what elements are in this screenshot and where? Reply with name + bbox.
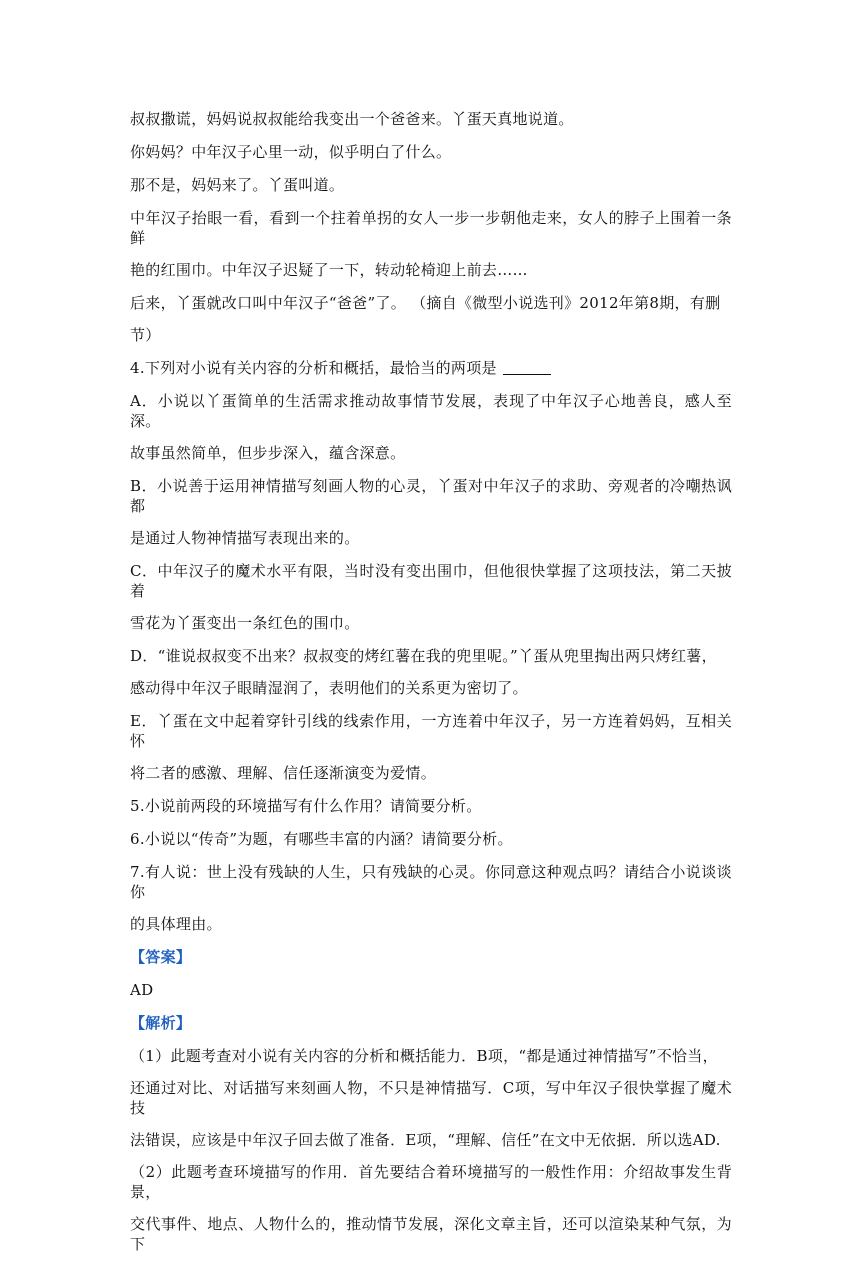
question-text: 6.小说以“传奇”为题，有哪些丰富的内涵？请简要分析。: [130, 830, 513, 848]
story-text: 后来，丫蛋就改口叫中年汉子“爸爸”了。 （摘自《微型小说选刊》2012年第8期，有删: [130, 294, 721, 312]
option-d: [130, 646, 732, 698]
answer-blank: [503, 360, 551, 375]
option-text: C．中年汉子的魔术水平有限，当时没有变出围巾，但他很快掌握了这项技法，第二天披着: [130, 562, 732, 600]
analysis-label: 【解析】: [130, 1014, 192, 1032]
analysis-text: （2）此题考查环境描写的作用．首先要结合着环境描写的一般性作用：介绍故事发生背景，: [130, 1163, 732, 1201]
option-c: [130, 561, 732, 633]
option-e: [130, 711, 732, 783]
story-paragraph-3: [130, 175, 732, 195]
answer-value: [130, 980, 732, 1000]
question-text: 7.有人说：世上没有残缺的人生，只有残缺的心灵。你同意这种观点吗？请结合小说谈谈你: [130, 863, 732, 901]
question-5: [130, 796, 732, 816]
option-text: 将二者的感激、理解、信任逐渐演变为爱情。: [130, 764, 437, 782]
option-b: [130, 476, 732, 548]
question-6: [130, 829, 732, 849]
answer-heading: [130, 947, 732, 967]
story-text: 叔叔撒谎，妈妈说叔叔能给我变出一个爸爸来。丫蛋天真地说道。: [130, 110, 574, 128]
option-text: 是通过人物神情描写表现出来的。: [130, 529, 360, 547]
story-text: 你妈妈？中年汉子心里一动，似乎明白了什么。: [130, 143, 452, 161]
option-text: B．小说善于运用神情描写刻画人物的心灵，丫蛋对中年汉子的求助、旁观者的冷嘲热讽都: [130, 477, 732, 515]
analysis-body: [130, 1046, 732, 1254]
analysis-text: 法错误，应该是中年汉子回去做了准备．E项，“理解、信任”在文中无依据．所以选AD.: [130, 1131, 721, 1149]
analysis-text: （1）此题考查对小说有关内容的分析和概括能力．B项，“都是通过神情描写”不恰当，: [130, 1047, 718, 1065]
question-4: [130, 358, 732, 378]
answer-label: 【答案】: [130, 948, 192, 966]
option-text: A．小说以丫蛋简单的生活需求推动故事情节发展，表现了中年汉子心地善良，感人至深。: [130, 392, 732, 430]
story-paragraph-5: [130, 293, 732, 345]
analysis-text: 交代事件、地点、人物什么的，推动情节发展，深化文章主旨，还可以渲染某种气氛，为下: [130, 1215, 732, 1253]
story-paragraph-2: [130, 142, 732, 162]
option-text: 感动得中年汉子眼睛湿润了，表明他们的关系更为密切了。: [130, 679, 528, 697]
analysis-text: 还通过对比、对话描写来刻画人物，不只是神情描写．C项，写中年汉子很快掌握了魔术技: [130, 1079, 732, 1117]
option-a: [130, 391, 732, 463]
story-text: 那不是，妈妈来了。丫蛋叫道。: [130, 176, 345, 194]
question-7: [130, 862, 732, 934]
analysis-heading: [130, 1013, 732, 1033]
story-text: 节）: [130, 326, 161, 344]
option-text: E．丫蛋在文中起着穿针引线的线索作用，一方连着中年汉子，另一方连着妈妈，互相关怀: [130, 712, 732, 750]
document-page: [130, 109, 732, 1267]
option-text: 故事虽然简单，但步步深入，蕴含深意。: [130, 444, 406, 462]
story-paragraph-1: [130, 109, 732, 129]
option-text: 雪花为丫蛋变出一条红色的围巾。: [130, 614, 360, 632]
question-text: 的具体理由。: [130, 915, 222, 933]
answer-text: AD: [130, 981, 154, 999]
story-paragraph-4: [130, 208, 732, 280]
question-text: 5.小说前两段的环境描写有什么作用？请简要分析。: [130, 797, 482, 815]
story-text: 中年汉子抬眼一看，看到一个拄着单拐的女人一步一步朝他走来，女人的脖子上围着一条鲜: [130, 209, 732, 247]
question-text: 4.下列对小说有关内容的分析和概括，最恰当的两项是: [130, 359, 497, 377]
story-text: 艳的红围巾。中年汉子迟疑了一下，转动轮椅迎上前去……: [130, 261, 528, 279]
option-text: D．“谁说叔叔变不出来？叔叔变的烤红薯在我的兜里呢。”丫蛋从兜里掏出两只烤红薯，: [130, 647, 717, 665]
